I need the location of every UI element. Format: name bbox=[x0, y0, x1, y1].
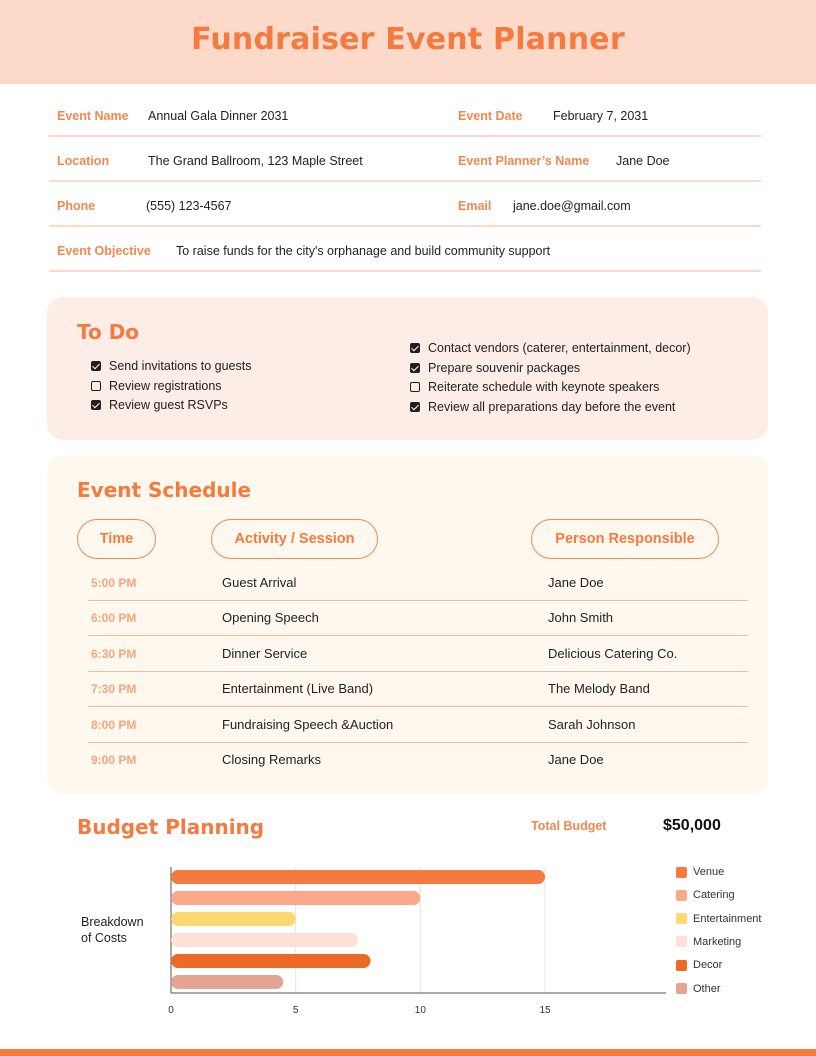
phone-label: Phone bbox=[57, 199, 96, 213]
schedule-person: The Melody Band bbox=[548, 681, 650, 696]
page-title: Fundraiser Event Planner bbox=[191, 22, 625, 57]
bar-marketing bbox=[171, 933, 358, 947]
legend-label: Catering bbox=[693, 889, 735, 902]
person-column-header: Person Responsible bbox=[531, 519, 719, 559]
schedule-person: Sarah Johnson bbox=[548, 717, 636, 732]
legend-label: Other bbox=[693, 982, 721, 995]
legend-swatch bbox=[676, 983, 687, 994]
info-row-location-planner bbox=[49, 137, 761, 182]
todo-item[interactable] bbox=[91, 398, 228, 412]
schedule-person: John Smith bbox=[548, 610, 614, 625]
info-row-objective bbox=[49, 227, 761, 272]
todo-item-label: Reiterate schedule with keynote speakers bbox=[428, 380, 660, 394]
legend-item-catering bbox=[676, 889, 735, 901]
schedule-activity: Dinner Service bbox=[222, 646, 308, 661]
x-tick-label: 0 bbox=[168, 1005, 174, 1016]
bar-entertainment bbox=[171, 912, 296, 926]
todo-item[interactable] bbox=[91, 379, 222, 393]
legend-swatch bbox=[676, 960, 687, 971]
checkbox-unchecked-icon[interactable] bbox=[91, 381, 101, 391]
checkbox-unchecked-icon[interactable] bbox=[410, 382, 420, 392]
table-row bbox=[88, 600, 748, 636]
todo-item-label: Contact vendors (caterer, entertainment, decor) bbox=[428, 341, 691, 355]
schedule-time: 7:30 PM bbox=[91, 682, 137, 696]
objective-label: Event Objective bbox=[57, 244, 151, 258]
legend-item-entertainment bbox=[676, 913, 761, 925]
legend-item-other bbox=[676, 983, 721, 995]
footer-bar bbox=[0, 1049, 816, 1056]
legend-item-venue bbox=[676, 866, 724, 878]
chart-y-axis-label-line2: of Costs bbox=[81, 931, 127, 945]
location-label: Location bbox=[57, 154, 110, 168]
legend-label: Entertainment bbox=[693, 912, 762, 925]
table-row bbox=[88, 707, 748, 743]
todo-item[interactable] bbox=[410, 400, 675, 414]
event-date-label: Event Date bbox=[458, 109, 523, 123]
todo-item-label: Review registrations bbox=[109, 379, 222, 393]
phone-value: (555) 123-4567 bbox=[146, 199, 232, 213]
legend-swatch bbox=[676, 867, 687, 878]
total-budget-value: $50,000 bbox=[663, 817, 721, 834]
table-row bbox=[88, 671, 748, 707]
objective-value: To raise funds for the city's orphanage and build community support bbox=[176, 244, 551, 258]
table-row bbox=[88, 742, 748, 778]
legend-label: Marketing bbox=[693, 935, 742, 948]
todo-item[interactable] bbox=[410, 380, 659, 394]
chart-y-axis-label-line1: Breakdown bbox=[81, 915, 144, 929]
todo-title: To Do bbox=[77, 320, 140, 344]
schedule-time: 6:30 PM bbox=[91, 647, 137, 661]
todo-item-label: Review all preparations day before the event bbox=[428, 400, 676, 414]
budget-title: Budget Planning bbox=[77, 815, 265, 839]
event-name-value: Annual Gala Dinner 2031 bbox=[148, 109, 289, 123]
schedule-activity: Entertainment (Live Band) bbox=[222, 681, 374, 696]
checkbox-checked-icon[interactable] bbox=[91, 361, 101, 371]
legend-label: Decor bbox=[693, 959, 723, 972]
table-row bbox=[88, 636, 748, 672]
legend-swatch bbox=[676, 890, 687, 901]
schedule-person: Jane Doe bbox=[548, 752, 604, 767]
chart-y-axis-label bbox=[81, 914, 161, 946]
schedule-time: 5:00 PM bbox=[91, 576, 137, 590]
email-label: Email bbox=[458, 199, 492, 213]
legend-label: Venue bbox=[693, 866, 725, 878]
bar-catering bbox=[171, 891, 420, 905]
legend-swatch bbox=[676, 936, 687, 947]
info-row-name-date bbox=[49, 92, 761, 137]
schedule-title: Event Schedule bbox=[77, 478, 252, 502]
event-name-label: Event Name bbox=[57, 109, 129, 123]
legend-swatch bbox=[676, 913, 687, 924]
schedule-activity: Fundraising Speech &Auction bbox=[222, 717, 394, 732]
event-date-value: February 7, 2031 bbox=[553, 109, 649, 123]
schedule-activity: Closing Remarks bbox=[222, 752, 321, 767]
bar-decor bbox=[171, 954, 370, 968]
time-column-header: Time bbox=[77, 519, 156, 559]
budget-bar-chart bbox=[150, 860, 675, 1020]
schedule-activity: Guest Arrival bbox=[222, 575, 297, 590]
total-budget-label: Total Budget bbox=[531, 819, 607, 833]
checkbox-checked-icon[interactable] bbox=[410, 402, 420, 412]
x-tick-label: 15 bbox=[539, 1005, 551, 1016]
info-row-phone-email bbox=[49, 182, 761, 227]
x-tick-label: 5 bbox=[292, 1005, 299, 1016]
table-row bbox=[88, 565, 748, 601]
planner-value: Jane Doe bbox=[616, 154, 670, 168]
x-tick-label: 10 bbox=[414, 1005, 426, 1016]
bar-other bbox=[171, 975, 283, 989]
schedule-activity: Opening Speech bbox=[222, 610, 319, 625]
legend-item-decor bbox=[676, 959, 722, 971]
todo-item[interactable] bbox=[410, 341, 691, 355]
todo-item-label: Send invitations to guests bbox=[109, 359, 252, 373]
schedule-time: 8:00 PM bbox=[91, 718, 137, 732]
todo-item[interactable] bbox=[410, 361, 580, 375]
email-value: jane.doe@gmail.com bbox=[513, 199, 631, 213]
legend-item-marketing bbox=[676, 936, 741, 948]
planner-label: Event Planner’s Name bbox=[458, 154, 590, 168]
schedule-time: 9:00 PM bbox=[91, 753, 137, 767]
todo-item-label: Prepare souvenir packages bbox=[428, 361, 581, 375]
schedule-time: 6:00 PM bbox=[91, 611, 137, 625]
schedule-person: Jane Doe bbox=[548, 575, 604, 590]
todo-item[interactable] bbox=[91, 359, 251, 373]
checkbox-checked-icon[interactable] bbox=[410, 363, 420, 373]
todo-item-label: Review guest RSVPs bbox=[109, 398, 228, 412]
schedule-person: Delicious Catering Co. bbox=[548, 646, 678, 661]
location-value: The Grand Ballroom, 123 Maple Street bbox=[148, 154, 363, 168]
activity-column-header: Activity / Session bbox=[211, 519, 378, 559]
checkbox-checked-icon[interactable] bbox=[410, 343, 420, 353]
checkbox-checked-icon[interactable] bbox=[91, 400, 101, 410]
bar-venue bbox=[171, 870, 545, 884]
